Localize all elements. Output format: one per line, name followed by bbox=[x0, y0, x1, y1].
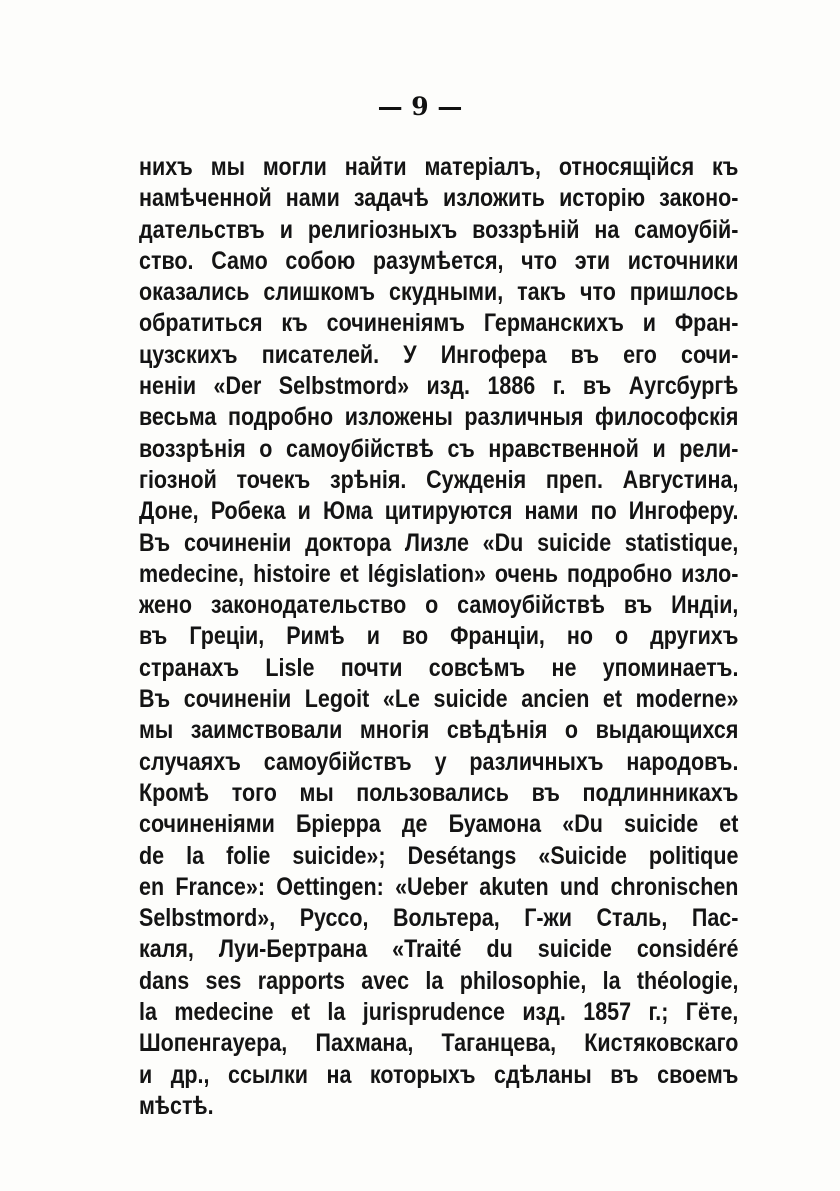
text-line: весьма подробно изложены различныя философскія bbox=[139, 403, 739, 432]
text-line: каля, Луи-Бертрана «Traité du suicide considéré bbox=[139, 935, 739, 964]
text-line: нихъ мы могли найти матеріалъ, относящійся къ bbox=[139, 153, 739, 181]
body-text bbox=[139, 152, 739, 1122]
text-line: la medecine et la jurisprudence изд. 1857 г.; Гёте, bbox=[139, 998, 739, 1027]
text-line: Въ сочиненіи Legoit «Le suicide ancien et moderne» bbox=[139, 685, 739, 714]
text-line: воззрѣнія о самоубійствѣ съ нравственной и рели- bbox=[139, 434, 739, 463]
text-line: неніи «Der Selbstmord» изд. 1886 г. въ Аугсбургѣ bbox=[139, 372, 739, 401]
text-line: странахъ Lisle почти совсѣмъ не упоминаетъ. bbox=[139, 653, 739, 682]
text-line: мѣстѣ. bbox=[139, 1091, 214, 1120]
text-line: обратиться къ сочиненіямъ Германскихъ и Фран- bbox=[139, 309, 739, 338]
text-line: Шопенгауера, Пахмана, Таганцева, Кистяковскаго bbox=[139, 1029, 739, 1058]
text-line: сочиненіями Бріерра де Буамона «Du suicide et bbox=[139, 810, 739, 839]
text-line: намѣченной нами задачѣ изложить исторію законо- bbox=[139, 184, 739, 213]
text-line: de la folie suicide»; Desétangs «Suicide politique bbox=[139, 841, 739, 870]
text-line: случаяхъ самоубійствъ у различныхъ народовъ. bbox=[139, 747, 739, 776]
text-line: цузскихъ писателей. У Ингофера въ его сочи- bbox=[139, 340, 739, 369]
text-line: дательствъ и религіозныхъ воззрѣній на самоубій- bbox=[139, 215, 739, 244]
text-line: Въ сочиненіи доктора Лизле «Du suicide statistique, bbox=[139, 528, 739, 557]
text-line: мы заимствовали многія свѣдѣнія о выдающихся bbox=[139, 716, 739, 745]
text-line: и др., ссылки на которыхъ сдѣланы въ своемъ bbox=[139, 1060, 739, 1089]
text-line: жено законодательство о самоубійствѣ въ Индіи, bbox=[139, 591, 739, 620]
text-line: гіозной точекъ зрѣнія. Сужденія преп. Августина, bbox=[139, 465, 739, 494]
page-number: — 9 — bbox=[377, 92, 463, 121]
text-line: medecine, histoire et législation» очень подробно изло- bbox=[139, 559, 739, 588]
text-line: Доне, Робека и Юма цитируются нами по Ингоферу. bbox=[139, 497, 739, 526]
text-line: въ Греціи, Римѣ и во Франціи, но о другихъ bbox=[139, 622, 739, 651]
text-line: dans ses rapports avec la philosophie, la théologie, bbox=[139, 966, 739, 995]
text-line: en France»: Oettingen: «Ueber akuten und chronischen bbox=[139, 872, 739, 901]
text-line: Кромѣ того мы пользовались въ подлинникахъ bbox=[139, 778, 739, 807]
text-line: Selbstmord», Руссо, Вольтера, Г-жи Сталь, Пас- bbox=[139, 904, 739, 933]
text-line: оказались слишкомъ скудными, такъ что пришлось bbox=[139, 278, 739, 307]
text-line: ство. Само собою разумѣется, что эти источники bbox=[139, 246, 739, 275]
